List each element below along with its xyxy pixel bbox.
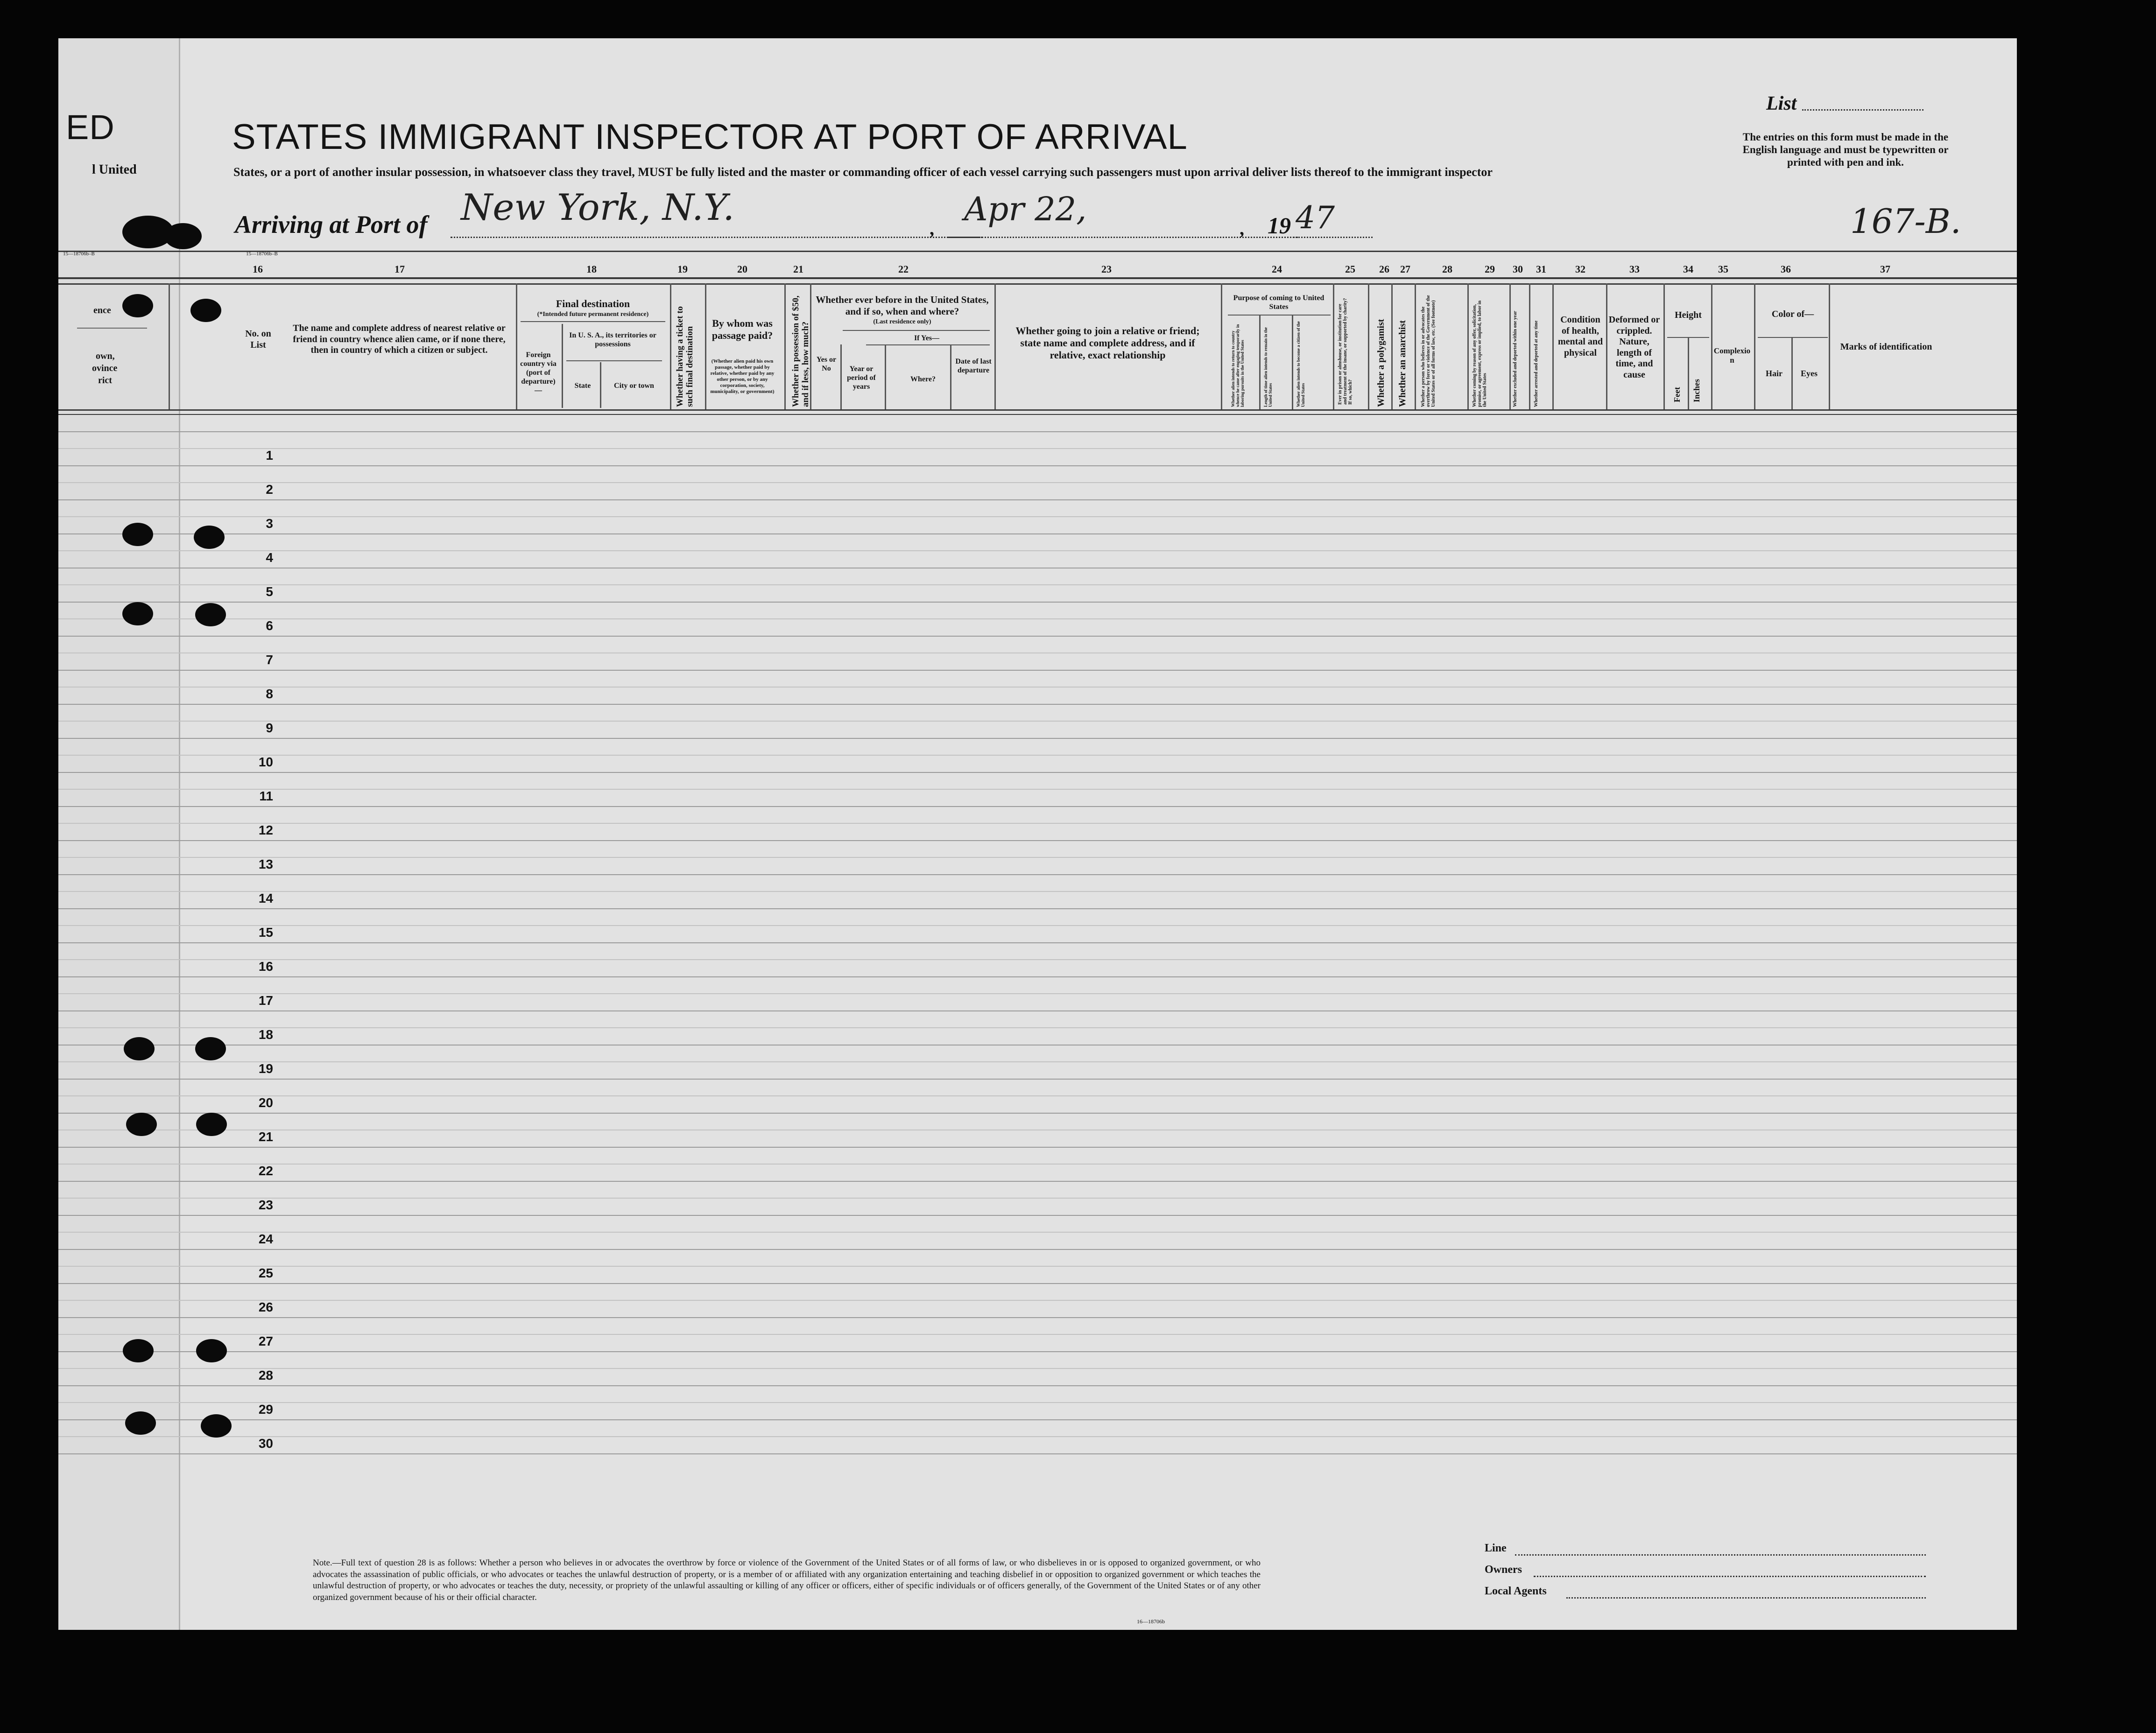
left-edge-fragment: ED (66, 108, 115, 147)
header-marks-identification: Marks of identification (1840, 342, 1932, 352)
arriving-port-label: Arriving at Port of (235, 210, 428, 239)
row-rule (58, 1317, 2017, 1318)
column-number: 26 (1379, 263, 1389, 275)
column-number: 20 (737, 263, 747, 275)
row-midline (58, 993, 2017, 994)
row-rule (58, 1351, 2017, 1352)
row-rule (58, 704, 2017, 705)
row-midline (58, 1232, 2017, 1233)
header-offer: Whether coming by reason of any offer, solicitation, promise, or agreement, express or implied, to labor in the United States (1472, 300, 1487, 407)
row-midline (58, 823, 2017, 824)
row-rule (58, 1181, 2017, 1182)
row-number: 24 (258, 1232, 273, 1246)
row-number: 22 (258, 1164, 273, 1178)
date-handwritten: Apr 22, (964, 190, 1087, 228)
row-rule (58, 431, 2017, 432)
column-number: 33 (1629, 263, 1640, 275)
row-rule (58, 1079, 2017, 1080)
header-polygamist: Whether a polygamist (1376, 319, 1386, 407)
header-last-departure: Date of last departure (955, 358, 992, 374)
row-number: 3 (266, 516, 273, 531)
row-number: 12 (258, 823, 273, 837)
header-hair: Hair (1766, 369, 1783, 378)
row-midline (58, 857, 2017, 858)
punch-hole (196, 1113, 227, 1136)
row-number: 11 (259, 789, 273, 803)
row-number: 4 (266, 550, 273, 565)
footer-note: Note.—Full text of question 28 is as follows: Whether a person who believes in or advocates the overthrow by force or violence of the Government of the United States or of all forms of law, or who disbelieves in or is opposed to organized government, or who advocates the assassination of public officials, or who advocates or teaches the unlawful destruction of property, or is a member of or affiliated with any organization entertaining and teaching disbelief in or opposition to organized government or which teaches the unlawful destruction of property, or who advocates or teaches the duty, necessity, or propriety of the unlawful assaulting or killing of any officer or officers, either of specific individuals or of officers generally, of the Government of the United States or of any other organized government because of his or their official character. (313, 1558, 1261, 1603)
punch-hole (195, 603, 226, 626)
line-label: Line (1485, 1542, 1507, 1554)
column-number: 35 (1718, 263, 1728, 275)
header-deported: Whether arrested and deported at any time (1534, 320, 1539, 407)
header-feet: Feet (1672, 387, 1682, 402)
punch-hole (123, 1339, 154, 1362)
row-rule (58, 636, 2017, 637)
row-number: 1 (266, 448, 273, 463)
row-number: 21 (258, 1130, 273, 1144)
row-number: 2 (266, 482, 273, 497)
row-midline (58, 584, 2017, 585)
punch-hole (122, 523, 153, 546)
row-number: 18 (258, 1027, 273, 1042)
header-yes-no: Yes or No (816, 356, 837, 372)
sheet-number-handwritten: 167-B. (1850, 202, 1961, 241)
column-number: 21 (793, 263, 803, 275)
row-midline (58, 1266, 2017, 1267)
row-number: 16 (258, 959, 273, 974)
row-number: 7 (266, 653, 273, 667)
punch-hole (126, 1113, 157, 1136)
row-number: 5 (266, 584, 273, 599)
column-number: 36 (1781, 263, 1791, 275)
row-number: 17 (258, 993, 273, 1008)
header-in-usa: In U. S. A., its territories or possessions (569, 331, 656, 348)
row-midline (58, 1095, 2017, 1096)
row-number: 13 (258, 857, 273, 871)
column-number: 32 (1575, 263, 1585, 275)
punch-hole (190, 299, 221, 322)
header-ticket: Whether having a ticket to such final destination (675, 306, 695, 407)
column-number: 22 (898, 263, 909, 275)
row-number: 19 (258, 1061, 273, 1076)
header-state: State (574, 382, 591, 390)
header-city: City or town (614, 382, 654, 390)
row-rule (58, 1113, 2017, 1114)
punch-hole (164, 223, 202, 249)
row-rule (58, 670, 2017, 671)
row-rule (58, 1283, 2017, 1284)
column-number: 34 (1683, 263, 1693, 275)
header-prison: Ever in prison or almshouse, or institution for care and treatment of the insane, or supported by charity? If so, which? (1338, 298, 1353, 405)
row-rule (58, 1215, 2017, 1216)
row-midline (58, 516, 2017, 517)
row-rule (58, 499, 2017, 500)
manifest-sheet: ED l United STATES IMMIGRANT INSPECTOR AT PORT OF ARRIVAL States, or a port of another insular possession, in whatsoever class they travel, MUST be fully listed and the master or commanding officer of each vessel carrying such passengers must upon arrival deliver lists thereof to the immigrant inspector List The entries on this form must be made in the English language and must be typewritten or printed with pen and ink. Arriving at Port of New York, N.Y. , Apr 22, , 19 47 167-B. 15—18706b–B 15—18706b–B 16 17 18 19 20 21 22 23 24 25 26 27 28 29 30 31 32 33 34 35 36 37 ence own, ovince rict No. on List The name and complete address of nearest relative or friend in country whence alien came, or if none there, then in country of which a citizen or subject. Final destination (*Intended future permanent residence) Foreign country via (port of departure)— In U. S. A., its territories or possessions State City or town Whether having a ticket to such final destination By whom was passage paid? (Whether alien paid his own passage, whether paid by relative, whether paid by any other person, or by any corporation, society, municipality, or government) Whether in possession of $50, and if less, how much? Whether ever before in the United States, and if so, when and where? (Last residence only) If Yes— Yes or No Year or period of years Where? Date of last departure Whether going to join a relative or friend; state name and complete address, and if relative, exact relationship Purpose of coming to United States Whether alien intends to return to country whence he came after engaging temporarily in laboring pursuits in the United States Length of time alien intends to remain in the United States Whether alien intends to become a citizen of the United States Ever in prison or almshouse, or institution for care and treatment of the insane, or supported by charity? If so, which? Whether a polygamist Whether an anarchist Whether a person who believes in or advocates the overthrow by force or violence of the Government of the United States or of all forms of law, etc. (See footnote) Whether coming by reason of any offer, solicitation, promise, or agreement, express or implied, to labor in the United States Whether excluded and deported within one year Whether arrested and deported at any time Condition of health, mental and physical Deformed or crippled. Nature, length of time, and cause Height Feet Inches Complexion Color of— Hair Eyes Marks of identification 1 2 3 4 5 6 7 8 9 10 11 12 13 14 15 16 17 18 19 20 21 22 23 24 25 26 27 28 29 30 Note.—Full text of question 28 is as follows: Whether a person who believes in or advocates the overthrow by force or violence of the Government of the United States or of all forms of law, or who disbelieves in or is opposed to organized government, or who advocates the assassination of public officials, or who advocates or teaches the unlawful destruction of property, or is a member of or affiliated with any organization entertaining and teaching disbelief in or opposition to organized government or which teaches the unlawful destruction of property, or who advocates or teaches the duty, necessity, or propriety of the unlawful assaulting or killing of any officer or officers, either of specific individuals or of officers generally, of the Government of the United States or of any other organized government because of his or their official character. 16—18706b Line Owners Local Agents (58, 38, 2017, 1630)
date-line (948, 237, 1298, 238)
column-number: 16 (253, 263, 263, 275)
punch-hole (125, 1411, 156, 1435)
row-number: 6 (266, 618, 273, 633)
column-number: 31 (1536, 263, 1546, 275)
header-ever-before-in-us: Whether ever before in the United States, and if so, when and where? (816, 294, 989, 317)
header-inches: Inches (1692, 379, 1701, 402)
row-midline (58, 1436, 2017, 1437)
column-number: 19 (677, 263, 688, 275)
row-rule (58, 533, 2017, 534)
row-number: 28 (258, 1368, 273, 1382)
footer-form-code: 16—18706b (1137, 1618, 1165, 1625)
punch-hole (196, 1339, 227, 1362)
port-handwritten: New York, N.Y. (461, 187, 735, 229)
form-title: STATES IMMIGRANT INSPECTOR AT PORT OF ARRIVAL (232, 117, 1188, 157)
row-rule (58, 874, 2017, 875)
row-number: 30 (258, 1436, 273, 1451)
row-rule (58, 976, 2017, 977)
row-rule (58, 942, 2017, 943)
punch-hole (124, 1037, 155, 1060)
row-midline (58, 618, 2017, 619)
row-number: 26 (258, 1300, 273, 1314)
row-midline (58, 550, 2017, 551)
row-midline (58, 1027, 2017, 1028)
header-possession-50: Whether in possession of $50, and if less, how much? (791, 295, 810, 407)
row-number: 8 (266, 687, 273, 701)
row-midline (58, 1368, 2017, 1369)
header-no-on-list: No. on List (245, 329, 271, 350)
header-deformed: Deformed or crippled. Nature, length of time, and cause (1608, 315, 1660, 380)
column-number: 28 (1442, 263, 1452, 275)
column-number: 23 (1101, 263, 1112, 275)
header-nearest-relative: The name and complete address of nearest relative or friend in country whence alien came, or if none there, then in country of which a citizen or subject. (293, 323, 506, 356)
column-number: 37 (1880, 263, 1890, 275)
row-midline (58, 959, 2017, 960)
row-rule (58, 1249, 2017, 1250)
header-where: Where? (910, 375, 936, 383)
column-number: 18 (586, 263, 597, 275)
row-rule (58, 908, 2017, 909)
row-number: 10 (258, 755, 273, 769)
header-foreign-country: Foreign country via (port of departure)— (520, 351, 557, 394)
row-midline (58, 891, 2017, 892)
header-purpose: Purpose of coming to United States (1233, 294, 1325, 311)
row-rule (58, 772, 2017, 773)
row-midline (58, 789, 2017, 790)
header-eyes: Eyes (1801, 369, 1818, 378)
row-midline (58, 1164, 2017, 1165)
punch-hole (195, 1037, 226, 1060)
header-join-relative: Whether going to join a relative or friend; state name and complete address, and if relative, exact relationship (1015, 325, 1200, 361)
row-number: 23 (258, 1198, 273, 1212)
punch-hole (194, 526, 225, 549)
header-height: Height (1675, 310, 1702, 320)
header-year-period: Year or period of years (847, 365, 876, 391)
header-anarchist: Whether an anarchist (1397, 320, 1408, 407)
row-number: 25 (258, 1266, 273, 1280)
left-partial-header: ence (93, 305, 111, 316)
owners-label: Owners (1485, 1564, 1522, 1576)
row-rule (58, 1010, 2017, 1011)
punch-hole (122, 294, 153, 317)
column-number: 27 (1400, 263, 1410, 275)
row-midline (58, 448, 2017, 449)
header-question-28: Whether a person who believes in or advocates the overthrow by force or violence of the Government of the United States or of all forms of law, etc. (See footnote) (1421, 295, 1436, 407)
row-midline (58, 721, 2017, 722)
row-number: 14 (258, 891, 273, 905)
row-rule (58, 738, 2017, 739)
form-instructions: The entries on this form must be made in the English language and must be typewritten or printed with pen and ink. (1742, 131, 1949, 168)
column-number: 25 (1345, 263, 1355, 275)
list-label: List (1766, 93, 1797, 114)
column-number: 30 (1513, 263, 1523, 275)
row-rule (58, 1419, 2017, 1420)
row-number: 27 (258, 1334, 273, 1348)
year-handwritten: 47 (1296, 200, 1335, 236)
form-subtitle: States, or a port of another insular possession, in whatsoever class they travel, MUST be fully listed and the master or commanding officer of each vessel carrying such passengers must upon arrival deliver lists thereof to the immigrant inspector (233, 165, 1493, 179)
row-number: 29 (258, 1402, 273, 1417)
row-midline (58, 1198, 2017, 1199)
row-number: 20 (258, 1095, 273, 1110)
row-midline (58, 755, 2017, 756)
list-number-line (1802, 109, 1923, 111)
row-rule (58, 806, 2017, 807)
column-number: 24 (1272, 263, 1282, 275)
row-rule (58, 840, 2017, 841)
header-passage-paid: By whom was passage paid? (712, 317, 773, 341)
row-rule (58, 1453, 2017, 1454)
row-midline (58, 687, 2017, 688)
punch-hole (122, 602, 153, 625)
port-line (451, 237, 983, 238)
row-midline (58, 925, 2017, 926)
row-midline (58, 1402, 2017, 1403)
row-rule (58, 1385, 2017, 1386)
row-midline (58, 482, 2017, 483)
header-final-destination: Final destination (556, 298, 630, 309)
punch-hole (201, 1414, 232, 1438)
row-rule (58, 465, 2017, 466)
header-complexion: Complexion (1713, 346, 1751, 365)
column-number: 17 (395, 263, 405, 275)
local-agents-label: Local Agents (1485, 1585, 1547, 1597)
header-color-of: Color of— (1771, 309, 1814, 319)
year-printed: 19 (1268, 212, 1291, 239)
header-health: Condition of health, mental and physical (1557, 315, 1603, 358)
row-midline (58, 1300, 2017, 1301)
form-number: 15—18706b–B (246, 251, 278, 257)
row-midline (58, 1061, 2017, 1062)
column-number: 29 (1485, 263, 1495, 275)
row-number: 9 (266, 721, 273, 735)
row-midline (58, 1334, 2017, 1335)
header-excluded: Whether excluded and deported within one year (1513, 311, 1518, 407)
row-rule (58, 602, 2017, 603)
row-number: 15 (258, 925, 273, 940)
left-edge-fragment-2: l United (92, 162, 137, 177)
row-rule (58, 1147, 2017, 1148)
